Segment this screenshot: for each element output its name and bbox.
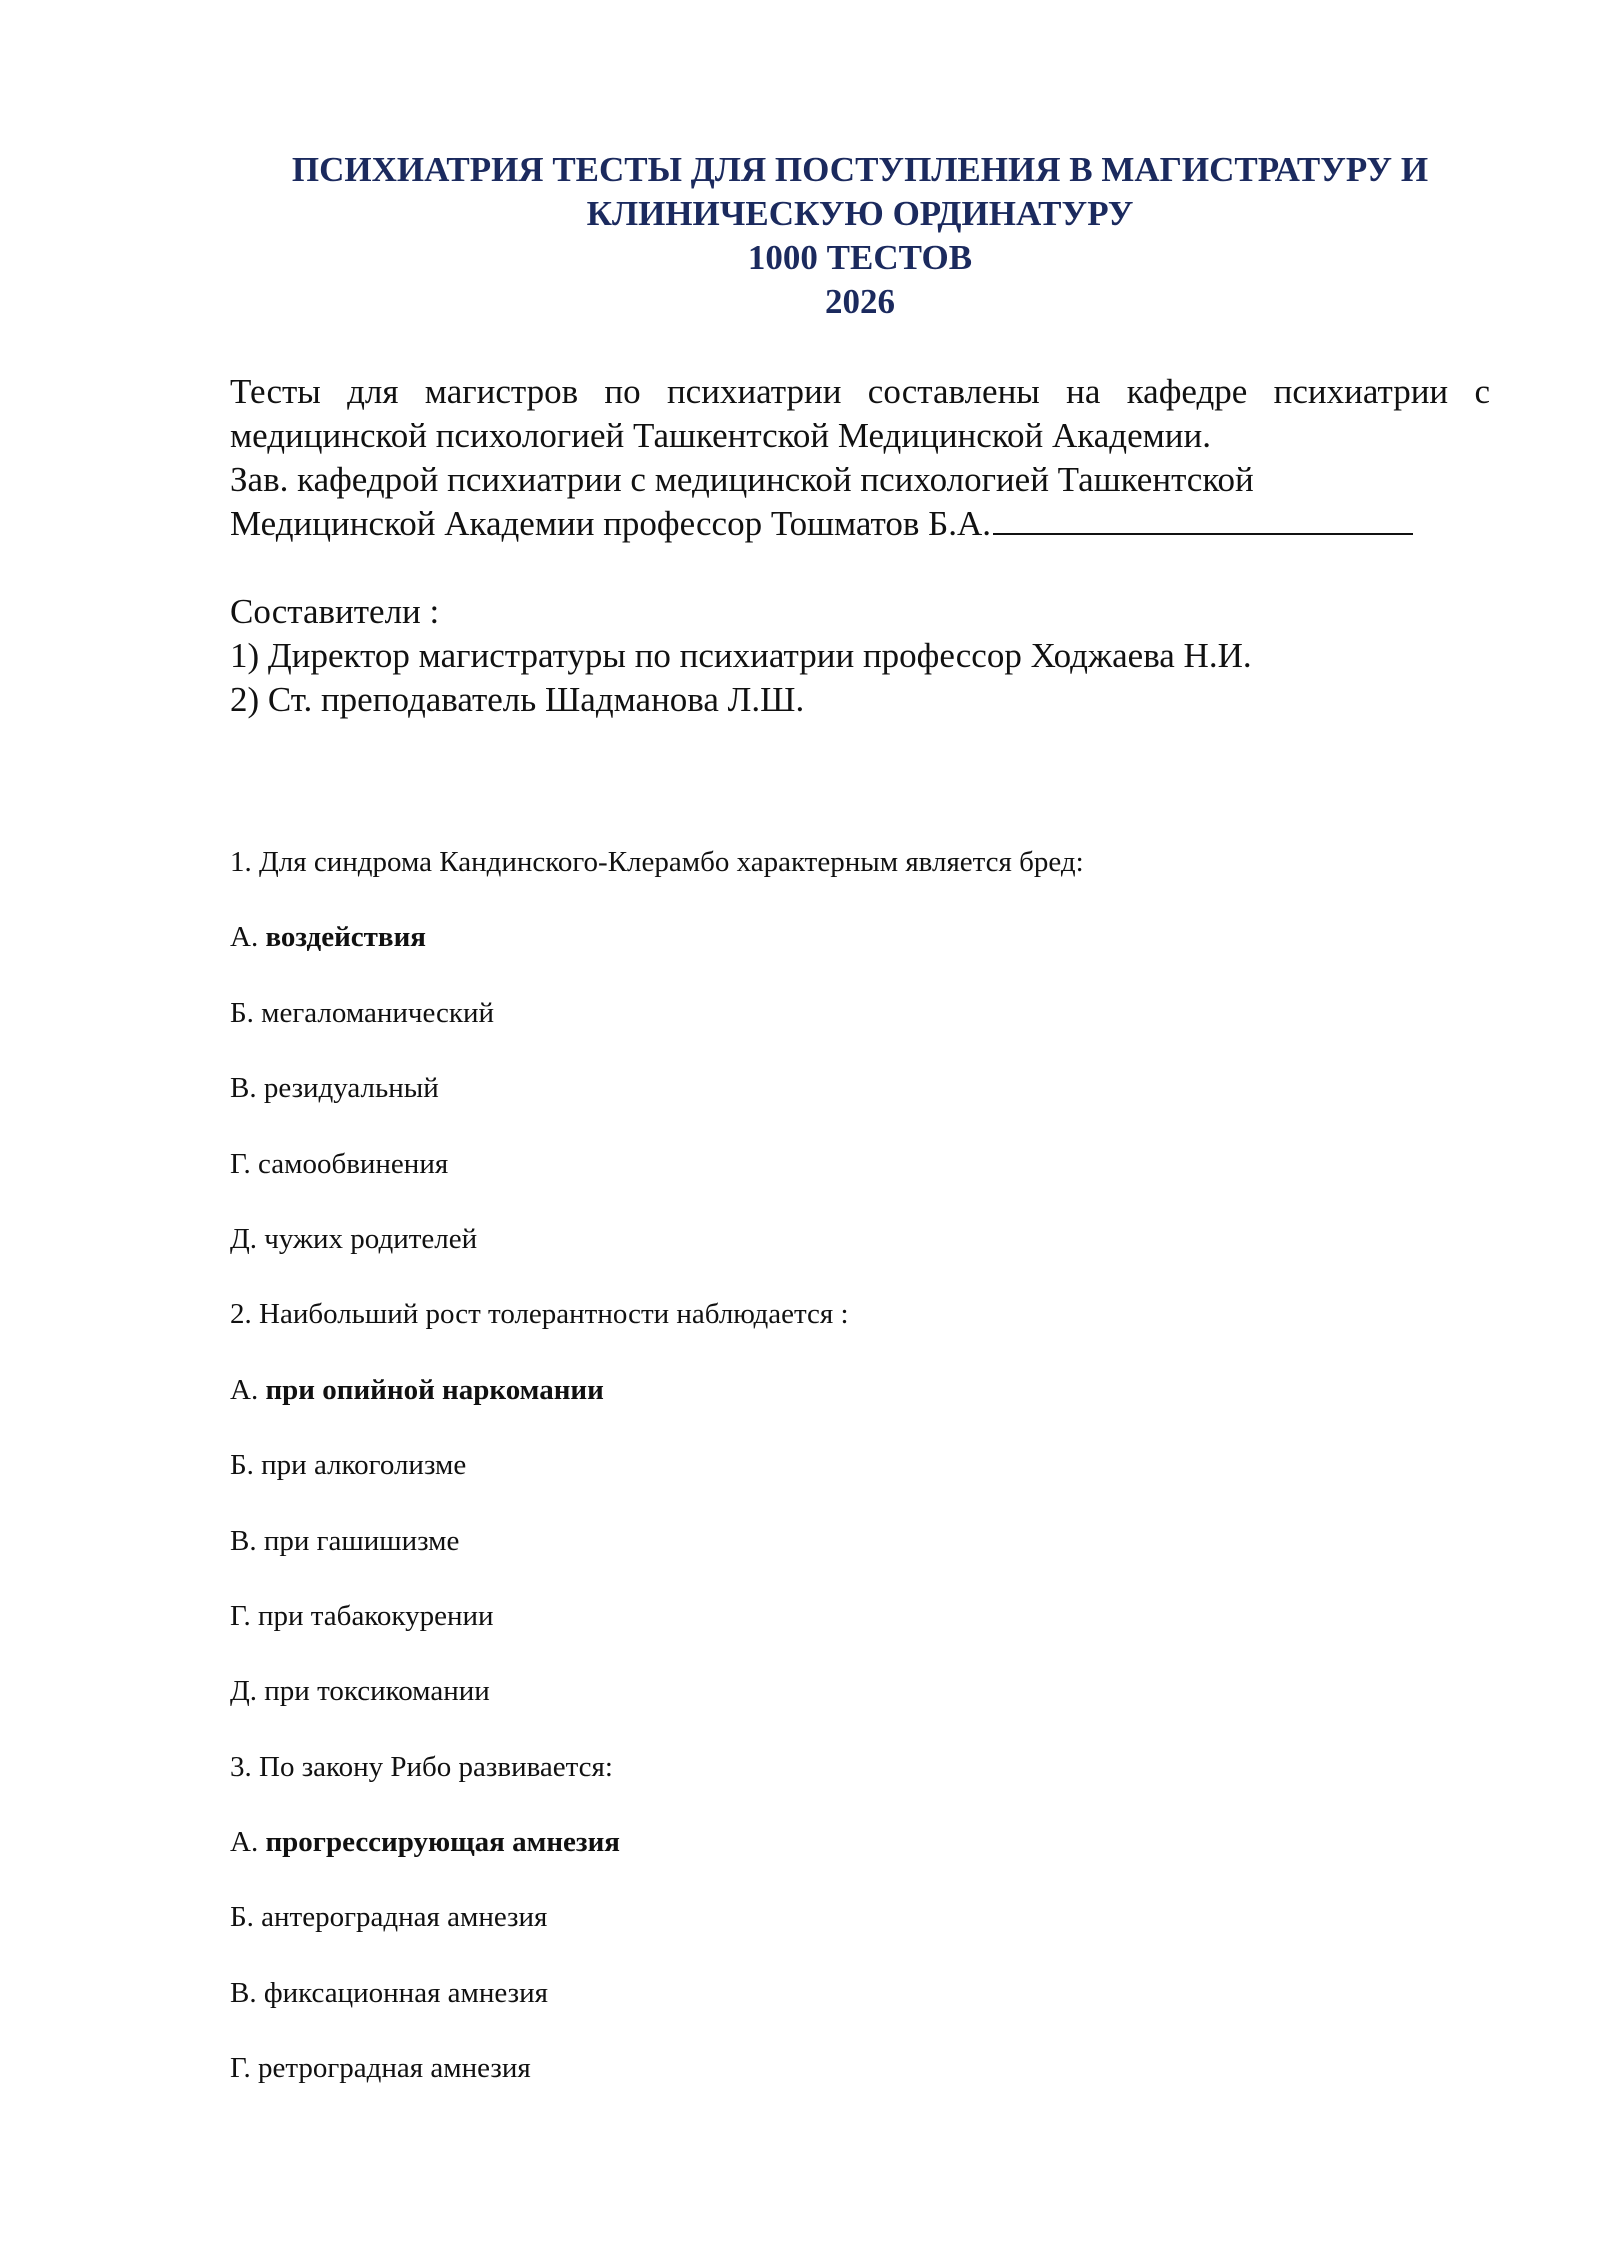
answer-option: Б. антероградная амнезия [230,1901,548,1934]
correct-answer-text: воздействия [265,921,426,954]
title-line: 1000 ТЕСТОВ [747,238,973,277]
answer-option: Б. мегаломанический [230,996,495,1029]
question-text: 3. По закону Рибо развивается: [230,1750,613,1783]
questions-list [230,840,1490,2122]
answer-prefix: А. [230,921,266,954]
answer-prefix: А. [230,1373,266,1406]
intro-signature-row [230,502,1490,546]
answer-prefix: А. [230,1826,266,1859]
author-item: 1) Директор магистратуры по психиатрии профессор Ходжаева Н.И. [230,636,1252,675]
answer-option: В. фиксационная амнезия [230,1976,548,2009]
correct-answer-text: прогрессирующая амнезия [265,1826,620,1859]
correct-answer-text: при опийной наркомании [265,1373,604,1406]
title-line: 2026 [825,282,895,321]
answer-option: Г. ретроградная амнезия [230,2052,531,2085]
intro-line: Медицинской Академии профессор Тошматов Б.А. [230,504,992,543]
answer-option: Г. при табакокурении [230,1599,494,1632]
intro-paragraph [230,370,1490,546]
answer-option-correct [230,1820,1490,1895]
document-title [230,148,1490,324]
intro-line: Тесты для магистров по психиатрии составлены на кафедре психиатрии с [230,372,1490,411]
signature-blank-line [993,503,1413,535]
answer-option: В. резидуальный [230,1072,439,1105]
question-text: 2. Наибольший рост толерантности наблюдается : [230,1298,849,1331]
answer-option-correct [230,915,1490,990]
answer-option: В. при гашишизме [230,1524,460,1557]
question-text: 1. Для синдрома Кандинского-Клерамбо характерным является бред: [230,846,1084,878]
answer-option: Б. при алкоголизме [230,1449,467,1482]
intro-line: медицинской психологией Ташкентской Медицинской Академии. [230,416,1212,455]
answer-option: Г. самообвинения [230,1147,449,1180]
authors-section [230,590,1490,722]
author-item: 2) Ст. преподаватель Шадманова Л.Ш. [230,680,805,719]
authors-heading: Составители : [230,592,440,631]
answer-option-correct [230,1368,1490,1443]
title-line: КЛИНИЧЕСКУЮ ОРДИНАТУРУ [586,194,1134,233]
answer-option: Д. при токсикомании [230,1675,490,1708]
intro-line: Зав. кафедрой психиатрии с медицинской психологией Ташкентской [230,460,1254,499]
title-line: ПСИХИАТРИЯ ТЕСТЫ ДЛЯ ПОСТУПЛЕНИЯ В МАГИСТРАТУРУ И [291,150,1429,189]
answer-option: Д. чужих родителей [230,1222,478,1255]
